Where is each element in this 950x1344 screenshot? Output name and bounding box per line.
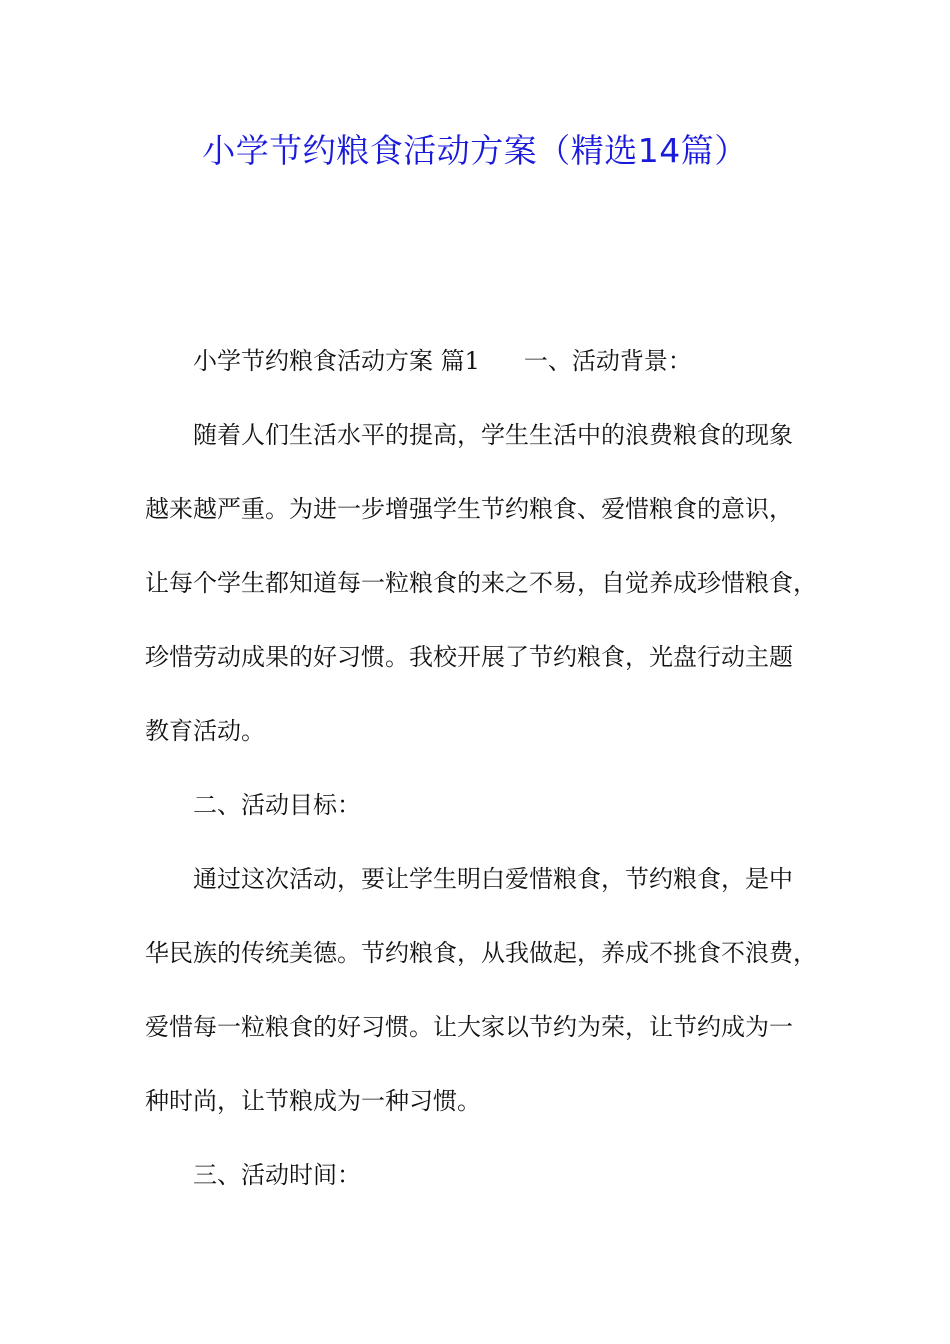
- paragraph-line: 珍惜劳动成果的好习惯。我校开展了节约粮食，光盘行动主题: [145, 643, 793, 671]
- section-heading-time: 三、活动时间：: [193, 1161, 361, 1189]
- document-body: [145, 324, 815, 1212]
- paragraph-line: 华民族的传统美德。节约粮食，从我做起，养成不挑食不浪费，: [145, 939, 817, 967]
- paragraph-line: 随着人们生活水平的提高，学生生活中的浪费粮食的现象: [193, 421, 793, 449]
- paragraph-line: 爱惜每一粒粮食的好习惯。让大家以节约为荣，让节约成为一: [145, 1013, 793, 1041]
- section-line-intro: [145, 324, 815, 398]
- paragraph-line: 种时尚，让节粮成为一种习惯。: [145, 1087, 481, 1115]
- paragraph-line: 让每个学生都知道每一粒粮食的来之不易，自觉养成珍惜粮食，: [145, 569, 817, 597]
- paragraph-line: 越来越严重。为进一步增强学生节约粮食、爱惜粮食的意识，: [145, 495, 793, 523]
- section-heading-part: 小学节约粮食活动方案 篇1: [193, 347, 480, 375]
- section-heading-goals: 二、活动目标：: [193, 791, 361, 819]
- paragraph-line: 通过这次活动，要让学生明白爱惜粮食，节约粮食，是中: [193, 865, 793, 893]
- paragraph-line: 教育活动。: [145, 717, 265, 745]
- document-title: 小学节约粮食活动方案（精选14篇）: [202, 131, 748, 170]
- section-heading-background: 一、活动背景：: [523, 347, 692, 375]
